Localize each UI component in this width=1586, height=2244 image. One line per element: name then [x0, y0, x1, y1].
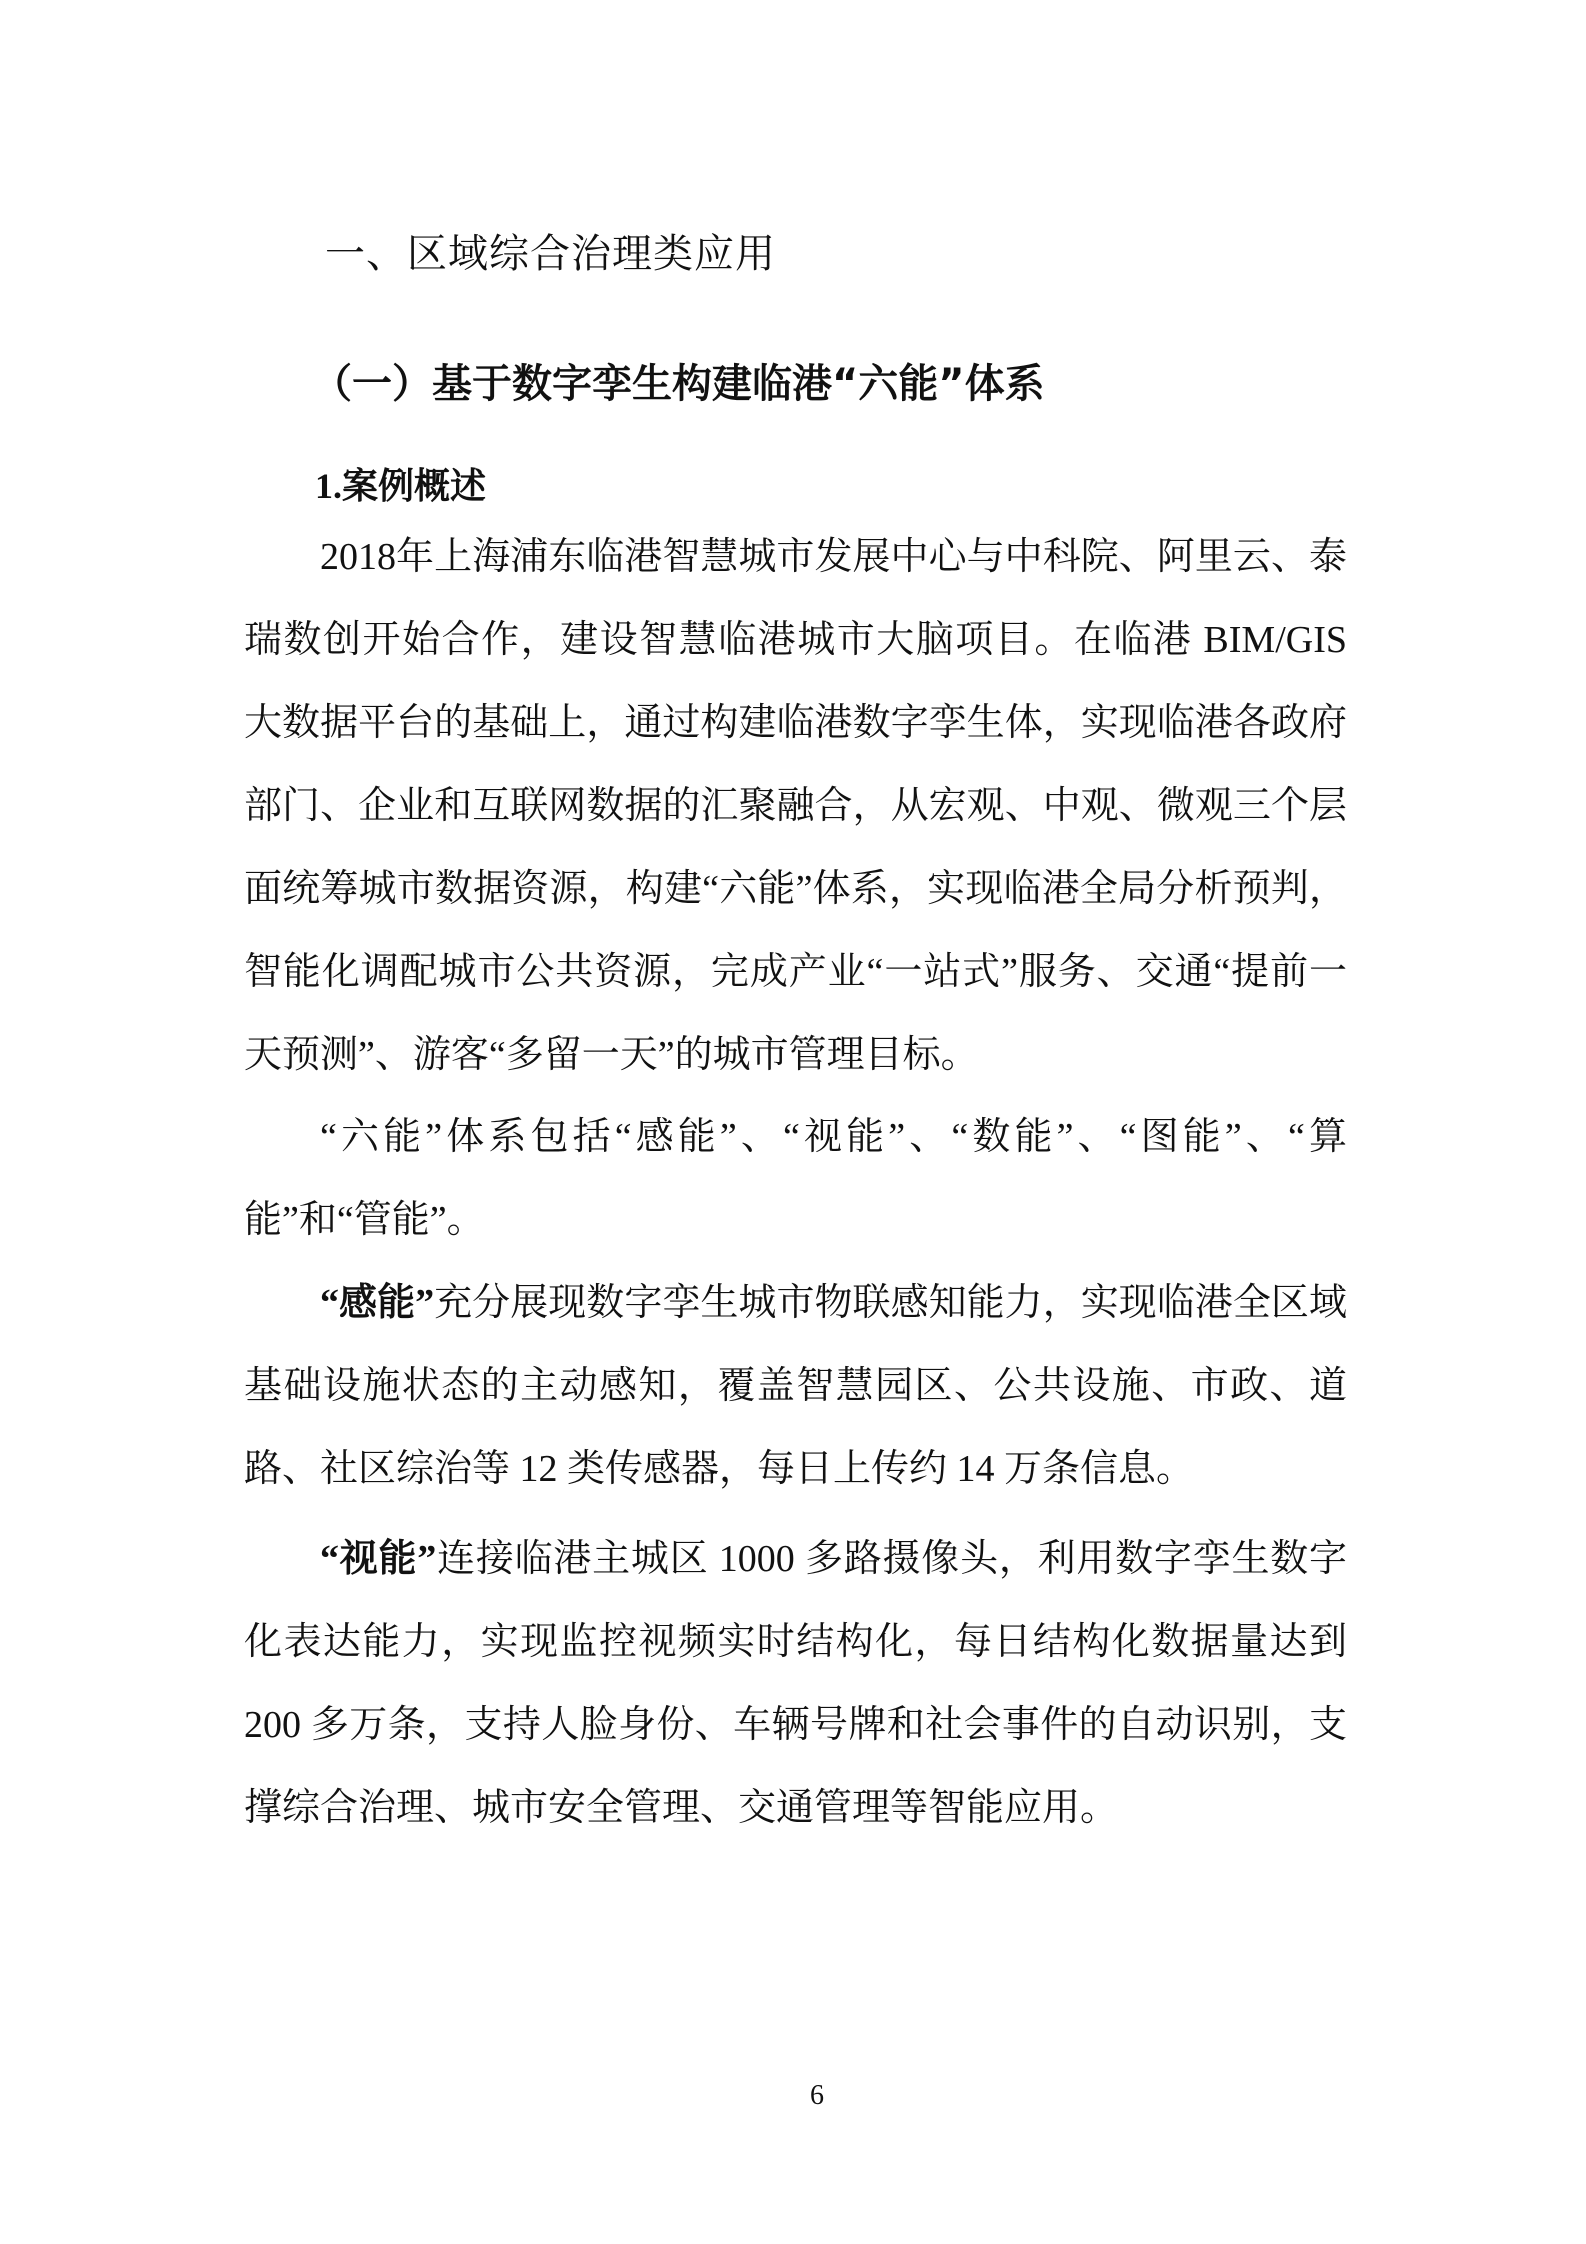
term-vision: “视能”: [320, 1538, 437, 1580]
paragraph-vision: [244, 1518, 1347, 1850]
paragraph-intro-block: [244, 516, 1347, 1097]
term-sensing: “感能”: [320, 1282, 435, 1324]
paragraph-six-capabilities-block: [244, 1096, 1347, 1262]
sensing-description: 充分展现数字孪生城市物联感知能力，实现临港全区域基础设施状态的主动感知，覆盖智慧园区、公共设施、市政、道路、社区综治等 12 类传感器，每日上传约 14 万条信息。: [244, 1282, 1347, 1490]
paragraph-vision-block: [244, 1518, 1347, 1850]
section-heading: 一、区域综合治理类应用: [325, 231, 776, 277]
vision-description: 连接临港主城区 1000 多路摄像头，利用数字孪生数字化表达能力，实现监控视频实时结构化，每日结构化数据量达到 200 多万条，支持人脸身份、车辆号牌和社会事件的自动识别，支撑综合治理、城市安全管理、交通管理等智能应用。: [244, 1538, 1347, 1829]
paragraph-sensing-block: [244, 1262, 1347, 1511]
paragraph-sensing: [244, 1262, 1347, 1511]
paragraph-six-capabilities: “六能”体系包括“感能”、“视能”、“数能”、“图能”、“算能”和“管能”。: [244, 1116, 1347, 1241]
case-overview-heading: 1.案例概述: [315, 466, 487, 506]
paragraph-intro: 2018年上海浦东临港智慧城市发展中心与中科院、阿里云、泰瑞数创开始合作，建设智慧临港城市大脑项目。在临港 BIM/GIS 大数据平台的基础上，通过构建临港数字孪生体，实现临港各政府部门、企业和互联网数据的汇聚融合，从宏观、中观、微观三个层面统筹城市数据资源，构建“六能”体系，实现临港全局分析预判，智能化调配城市公共资源，完成产业“一站式”服务、交通“提前一天预测”、游客“多留一天”的城市管理目标。: [244, 536, 1347, 1076]
page-number: 6: [810, 2080, 824, 2111]
subsection-heading: （一）基于数字孪生构建临港“六能”体系: [312, 361, 1045, 407]
